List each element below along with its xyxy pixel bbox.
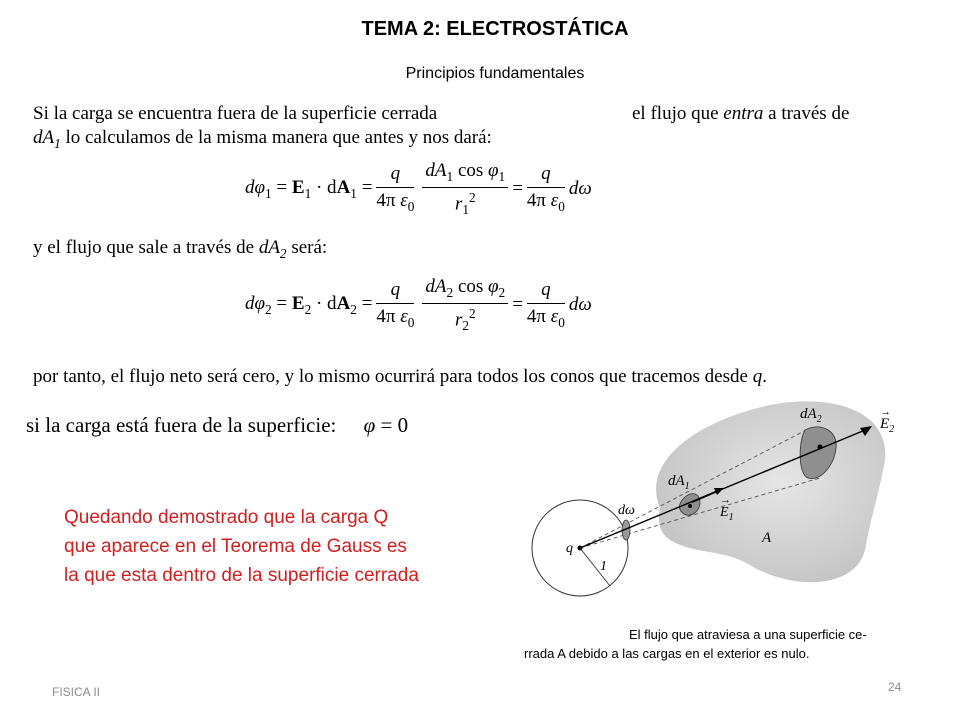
- caption-line-2: rrada A debido a las cargas en el exterior es nulo.: [524, 646, 810, 661]
- label-E2-vector: →: [880, 406, 891, 418]
- closed-surface-shape: [656, 401, 885, 582]
- equation-flux-2: $d\varphi_2 = E_2 \cdot dA_2$ = $\frac{q}{4\pi \varepsilon_0}$ $\frac{dA_2 \cos \varphi_2}{r_2^2}$ = $\frac{q}{4\pi \varepsilon_0}$ dω: [245, 276, 592, 333]
- label-E2: $E_2$: [880, 416, 895, 435]
- paragraph-2: y el flujo que sale a través de $dA_2$ será:: [33, 237, 328, 261]
- caption-line-1: El flujo que atraviesa a una superficie ce-: [629, 627, 867, 642]
- conclusion-line: si la carga está fuera de la superficie: φ = 0: [26, 413, 409, 437]
- label-q: q: [566, 541, 573, 556]
- dA1-point: [688, 504, 692, 508]
- page-number: 24: [888, 680, 902, 694]
- red-note: Quedando demostrado que la carga Q que aparece en el Teorema de Gauss es la que esta dentro de la superficie cerrada: [64, 507, 419, 586]
- label-one: 1: [600, 559, 607, 574]
- flux-diagram: [520, 390, 920, 630]
- page-title: TEMA 2: ELECTROSTÁTICA: [361, 18, 629, 40]
- label-dA2: $dA_2$: [800, 406, 822, 425]
- page-subtitle: Principios fundamentales: [405, 65, 585, 82]
- label-dA1: $dA_1$: [668, 473, 690, 492]
- equation-flux-1: $d\varphi_1 = E_1 \cdot dA_1$ = $\frac{q}{4\pi \varepsilon_0}$ $\frac{dA_1 \cos \varphi_1}{r_1^2}$ = $\frac{q}{4\pi \varepsilon_0}$ dω: [245, 160, 592, 217]
- dA2-point: [818, 445, 823, 450]
- figure-caption: [524, 625, 919, 663]
- label-domega: dω: [618, 503, 635, 518]
- paragraph-1-line-1a: Si la carga se encuentra fuera de la superficie cerrada: [33, 103, 438, 124]
- footer-course: FISICA II: [52, 685, 101, 699]
- label-E1: $E_1$: [720, 505, 734, 523]
- paragraph-1-line-1b: el flujo que entra a través de: [632, 103, 850, 124]
- paragraph-1-line-2: $dA_1$ lo calculamos de la misma manera que antes y nos dará:: [33, 127, 492, 151]
- label-A: A: [762, 530, 772, 546]
- label-E1-vector: →: [720, 494, 731, 506]
- paragraph-3: por tanto, el flujo neto será cero, y lo mismo ocurrirá para todos los conos que tracemos desde q.: [33, 366, 767, 387]
